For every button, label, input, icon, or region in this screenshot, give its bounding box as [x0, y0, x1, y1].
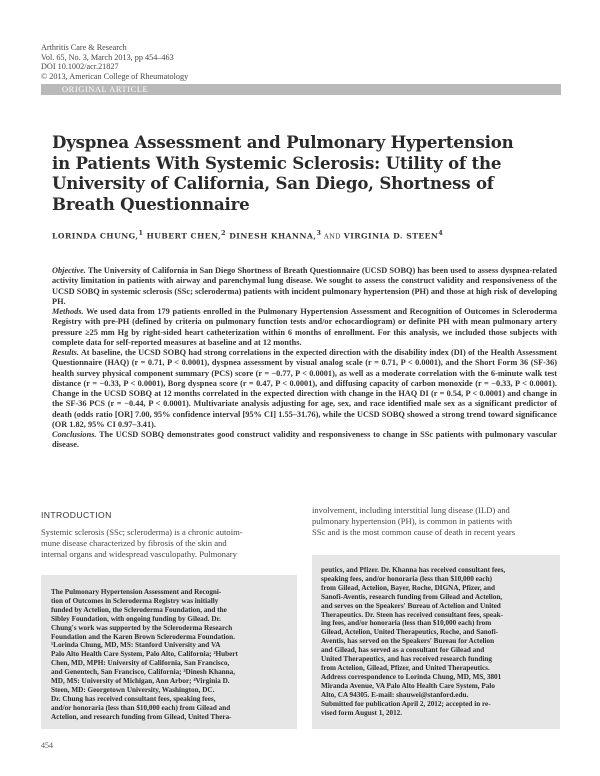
footnote-line: speaking fees, and/or honoraria (less than $10,000 each) [321, 574, 492, 583]
footnote-line: Palo Alto Health Care System, Palo Alto, California; ²Hubert [51, 650, 238, 659]
footnote-line: Sanofi-Aventis, research funding from Gilead and Actelion, [321, 592, 503, 601]
footnote-line: Gilead, Actelion, United Therapeutics, Roche, and Sanofi- [321, 628, 499, 637]
author-affiliation-mark: 1 [138, 230, 144, 237]
article-title [52, 132, 572, 214]
footnote-line: peutics, and Pfizer. Dr. Khanna has received consultant fees, [321, 566, 506, 574]
title-line: in Patients With Systemic Sclerosis: Utility of the [52, 152, 502, 173]
footnote-line: and Genentech, San Francisco, California; ³Dinesh Khanna, [51, 668, 236, 677]
intro-line: pulmonary hypertension (PH), is common in patients with [312, 516, 513, 526]
footnote-line: ¹Lorinda Chung, MD, MS: Stanford University and VA [51, 641, 221, 650]
footnote-line: Foundation and the Karen Brown Scleroderma Foundation. [51, 632, 235, 641]
footnote-line: funded by Actelion, the Scleroderma Foundation, and the [51, 605, 227, 614]
abstract-label: Conclusions. [52, 430, 97, 439]
abstract [52, 266, 557, 451]
footnote-line: Steen, MD: Georgetown University, Washington, DC. [51, 685, 215, 694]
journal-volume: Vol. 65, No. 3, March 2013, pp 454–463 [41, 52, 174, 62]
intro-line: Systemic sclerosis (SSc; scleroderma) is a chronic autoim- [41, 527, 243, 537]
abstract-methods [52, 307, 557, 348]
page-number: 454 [41, 741, 53, 750]
intro-line: SSc and is the most common cause of death in recent years [312, 527, 516, 537]
footnote-line: from Actelion, Gilead, Pfizer, and United Therapeutics. [321, 663, 490, 672]
abstract-objective [52, 266, 557, 307]
intro-right-column [312, 505, 515, 538]
abstract-label: Objective. [52, 266, 86, 275]
footnote-line: Therapeutics. Dr. Steen has received consultant fees, speak- [321, 610, 504, 619]
journal-doi: DOI 10.1002/acr.21827 [41, 62, 119, 72]
footnote-line: Alto, CA 94305. E-mail: shauwei@stanford.edu. [321, 690, 469, 699]
footnote-line: from Gilead, Actelion, Bayer, Roche, DIGNA, Pfizer, and [321, 583, 496, 592]
abstract-text: The UCSD SOBQ demonstrates good construct validity and responsiveness to change in SSc patients with pulmonary vascular disease. [52, 430, 557, 450]
footnote-line: Dr. Chung has received consultant fees, speaking fees, [51, 694, 216, 703]
footnote-line: and/or honoraria (less than $10,000 each) from Gilead and [51, 703, 231, 712]
author-name: DINESH KHANNA, [226, 231, 317, 241]
title-line: Dyspnea Assessment and Pulmonary Hypertension [52, 132, 514, 152]
author-list [52, 230, 443, 241]
title-line: University of California, San Diego, Shortness of [52, 173, 494, 194]
abstract-text: We used data from 179 patients enrolled in the Pulmonary Hypertension Assessment and Recognition of Outcomes in Scleroderma Registry with pre-PH (defined by criteria on pulmonary function tests and/or echocardiogram) or definite PH with mean pulmonary artery pressure ≥25 mm Hg by right-sided heart catheterization within 6 months of enrollment. For this analysis, we included those subjects with complete data for self-reported measures at baseline and at 12 months. [52, 307, 557, 347]
footnote-line: Submitted for publication April 2, 2012; accepted in re- [321, 699, 491, 708]
footnote-line: MD, MS: University of Michigan, Ann Arbor; ⁴Virginia D. [51, 677, 230, 686]
footnote-line: ing fees, and/or honoraria (less than $10,000 each) from [321, 619, 492, 628]
footnote-line: Chung's work was supported by the Scleroderma Research [51, 623, 233, 632]
footnote-line: Aventis, has served on the Speakers' Bureau for Actelion [321, 637, 495, 646]
footnote-line: Address correspondence to Lorinda Chung, MD, MS, 3801 [321, 672, 502, 681]
author-name: VIRGINIA D. STEEN [343, 231, 439, 241]
footnote-line: and serves on the Speakers' Bureau of Actelion and United [321, 601, 501, 610]
section-label: ORIGINAL ARTICLE [62, 85, 149, 94]
abstract-label: Methods. [52, 307, 84, 316]
footnote-line: Actelion, and research funding from Gilead, United Thera- [51, 712, 232, 721]
journal-header [41, 43, 301, 81]
footnote-line: Chen, MD, MPH: University of California, San Francisco, [51, 659, 230, 668]
author-affiliation-mark: 2 [221, 230, 227, 237]
introduction-heading: INTRODUCTION [41, 510, 112, 520]
footnote-line: tion of Outcomes in Scleroderma Registry was initially [51, 596, 219, 605]
author-affiliation-mark: 3 [316, 230, 322, 237]
abstract-text: At baseline, the UCSD SOBQ had strong correlations in the expected direction with the disability index (DI) of the Health Assessment Questionnaire (HAQ) (r = 0.71, P < 0.0001), dyspnea assessment by visual analog scale (r = 0.71, P < 0.0001), and the Short Form 36 (SF-36) health survey physical component summary (PCS) score (r = −0.77, P < 0.0001), as well as a moderate correlation with the 6-minute walk test distance (r = −0.33, P < 0.0001), Borg dyspnea score (r = 0.47, P < 0.0001), and diffusing capacity of carbon monoxide (r = −0.33, P < 0.0001). Change in the UCSD SOBQ at 12 months correlated in the expected direction with change in the HAQ DI (r = 0.54, P < 0.0001) and change in the SF-36 PCS (r = −0.44, P < 0.0001). Multivariate analysis adjusting for age, sex, and race identified male sex as a significant predictor of death (odds ratio [OR] 7.00, 95% confidence interval [95% CI] 1.55–31.76), while the UCSD SOBQ showed a strong trend toward significance (OR 1.82, 95% CI 0.97–3.41). [52, 348, 557, 429]
journal-copyright: © 2013, American College of Rheumatology [41, 71, 189, 81]
intro-left-column [41, 527, 243, 560]
abstract-results [52, 348, 557, 430]
abstract-label: Results. [52, 348, 79, 357]
intro-line: internal organs and widespread vasculopathy. Pulmonary [41, 549, 237, 559]
author-affiliation-mark: 4 [438, 230, 444, 237]
footnote-line: Miranda Avenue, VA Palo Alto Health Care System, Palo [321, 681, 495, 690]
title-line: Breath Questionnaire [52, 193, 250, 214]
footnote-line: Sibley Foundation, with ongoing funding by Gilead. Dr. [51, 614, 221, 623]
footnote-line: The Pulmonary Hypertension Assessment and Recogni- [51, 588, 222, 596]
intro-line: mune disease characterized by fibrosis of the skin and [41, 538, 227, 548]
author-conjunction: AND [321, 232, 344, 241]
footnote-right [321, 566, 505, 717]
footnote-line: and Gilead, has served as a consultant for Gilead and [321, 646, 485, 655]
intro-line: involvement, including interstitial lung disease (ILD) and [312, 505, 510, 515]
footnote-line: United Therapeutics, and has received research funding [321, 655, 492, 664]
abstract-text: The University of California in San Diego Shortness of Breath Questionnaire (UCSD SOBQ) has been used to assess dyspnea-related activity limitation in patients with airway and parenchymal lung disease. We sought to assess the construct validity and responsiveness of the UCSD SOBQ in systemic sclerosis (SSc; scleroderma) patients with incident pulmonary hypertension (PH) and those at high risk of developing PH. [52, 266, 557, 306]
author-name: LORINDA CHUNG, [52, 231, 139, 241]
footnote-line: vised form August 1, 2012. [321, 708, 403, 717]
journal-name: Arthritis Care & Research [41, 43, 127, 52]
abstract-conclusions [52, 430, 557, 451]
section-label-bar [41, 84, 561, 95]
author-name: HUBERT CHEN, [143, 231, 222, 241]
footnote-left [51, 588, 238, 722]
